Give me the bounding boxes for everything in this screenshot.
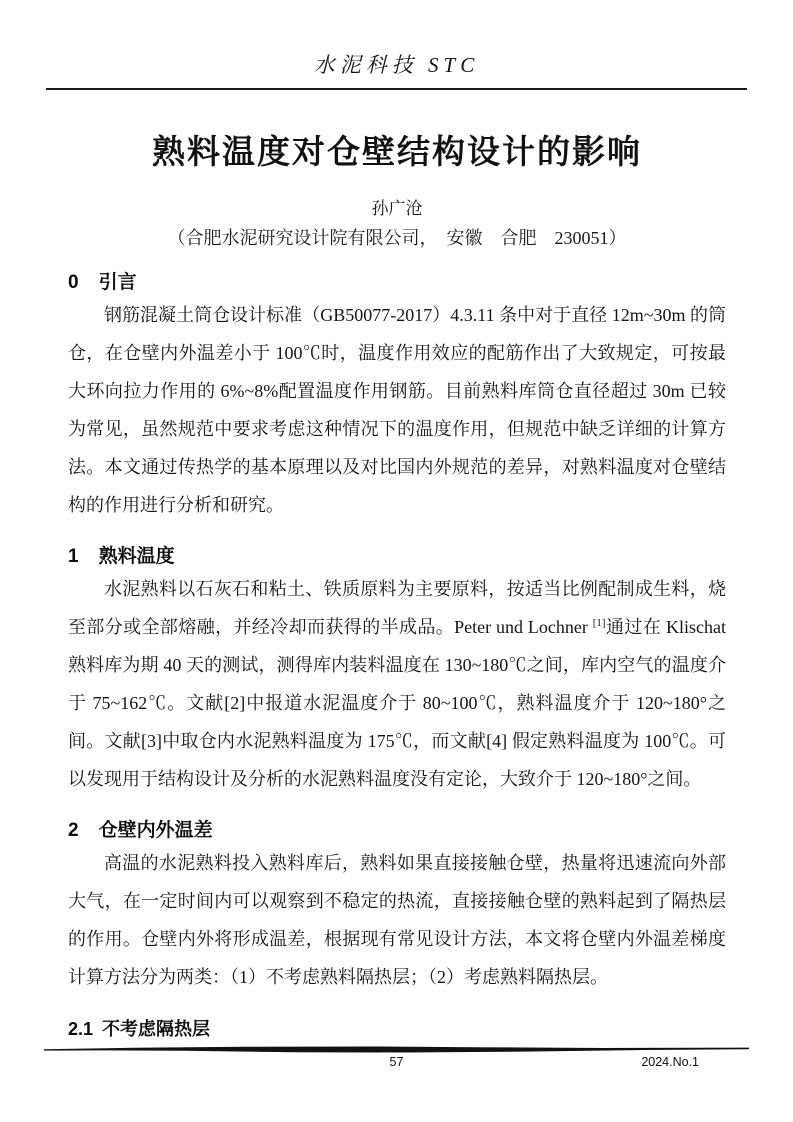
journal-masthead: 水泥科技 STC xyxy=(313,53,480,77)
paragraph-text: 水泥熟料以石灰石和粘土、铁质原料为主要原料，按适当比例配制成生料，烧至部分或全部熔融，并经冷却而获得的半成品。Peter und Lochner xyxy=(68,579,726,637)
author-name: 孙广沧 xyxy=(371,199,423,218)
header-rule xyxy=(46,88,747,90)
paragraph-wall-temp-difference: 高温的水泥熟料投入熟料库后，熟料如果直接接触仓壁，热量将迅速流向外部大气，在一定时间内可以观察到不稳定的热流，直接接触仓壁的熟料起到了隔热层的作用。仓壁内外将形成温差，根据现有常见设计方法，本文将仓壁内外温差梯度计算方法分为两类：（1）不考虑熟料隔热层；（2）考虑熟料隔热层。 xyxy=(68,853,726,987)
article-title: 熟料温度对仓壁结构设计的影响 xyxy=(152,135,642,171)
running-header xyxy=(0,0,793,90)
section-heading-wall-temp-difference xyxy=(68,818,726,844)
paragraph-text: 通过在 Klischat 熟料库为期 40 天的测试，测得库内装料温度在 130~180℃之间，库内空气的温度介于 75~162℃。文献[2]中报道水泥温度介于 80~100℃，熟料温度介于 120~180°之间。文献[3]中取仓内水泥熟料温度为 175℃，而文献[4] 假定熟料温度为 100℃。可以发现用于结构设计及分析的水泥熟料温度没有定论，大致介于 120~180°之间。 xyxy=(68,617,726,789)
section-title: 不考虑隔热层 xyxy=(102,1019,211,1039)
article-body xyxy=(68,133,726,1042)
section-number: 1 xyxy=(68,546,79,567)
issue-label: 2024.No.1 xyxy=(641,1055,699,1069)
section-number: 0 xyxy=(68,272,79,293)
page-number: 57 xyxy=(389,1055,404,1069)
footer-rule xyxy=(44,1046,749,1054)
section-heading-clinker-temperature xyxy=(68,544,726,570)
section-heading-no-insulation-layer xyxy=(68,1016,726,1042)
running-footer xyxy=(0,1046,793,1073)
section-number: 2.1 xyxy=(68,1019,94,1039)
paragraph-clinker-temperature xyxy=(68,570,726,798)
reference-marker: [1] xyxy=(592,617,606,629)
section-title: 引言 xyxy=(98,272,137,293)
paragraph-intro: 钢筋混凝土筒仓设计标准（GB50077-2017）4.3.11 条中对于直径 12m~30m 的筒仓，在仓壁内外温差小于 100℃时，温度作用效应的配筋作出了大致规定，可按最大环向拉力作用的 6%~8%配置温度作用钢筋。目前熟料库筒仓直径超过 30m 已较为常见，虽然规范中要求考虑这种情况下的温度作用，但规范中缺乏详细的计算方法。本文通过传热学的基本原理以及对比国内外规范的差异，对熟料温度对仓壁结构的作用进行分析和研究。 xyxy=(68,305,726,515)
section-title: 仓壁内外温差 xyxy=(98,820,213,841)
section-number: 2 xyxy=(68,820,79,841)
footer-meta xyxy=(0,1055,793,1073)
section-title: 熟料温度 xyxy=(98,546,175,567)
section-heading-intro xyxy=(68,270,726,296)
author-affiliation: （合肥水泥研究设计院有限公司， 安徽 合肥 230051） xyxy=(167,228,627,248)
